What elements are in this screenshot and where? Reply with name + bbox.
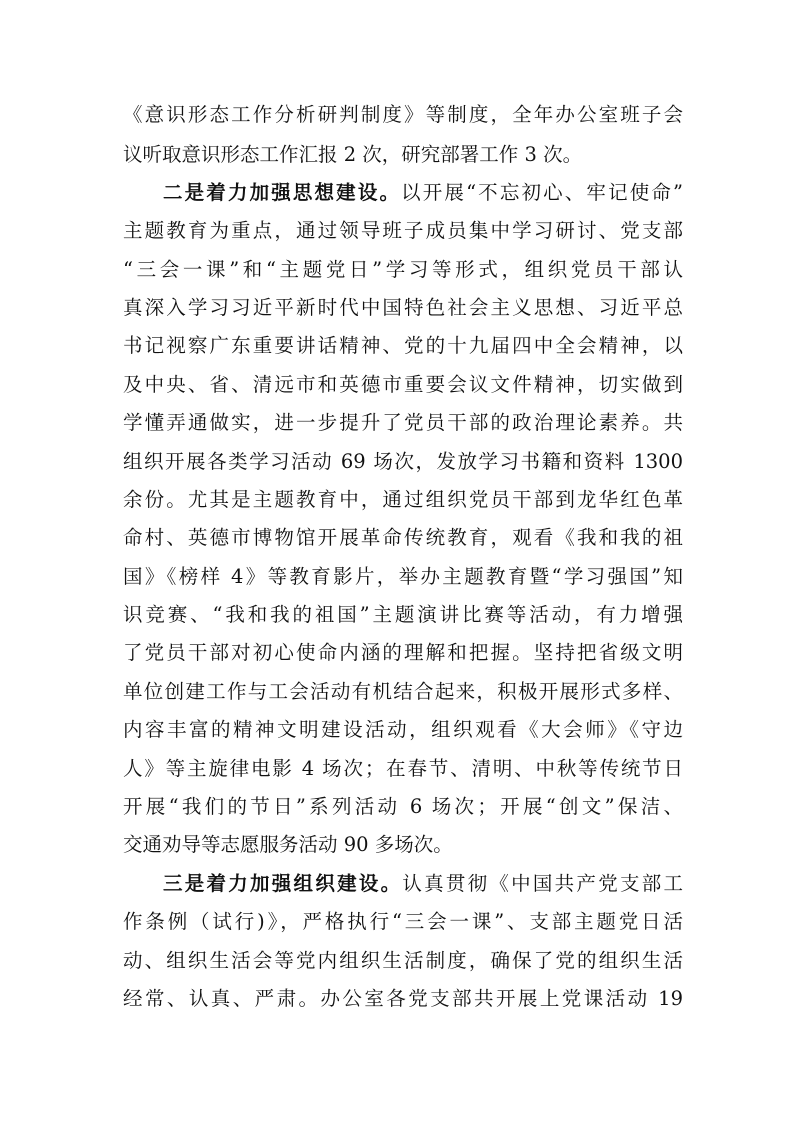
text-span: 认真贯彻《中国共产党支部工 [402,872,683,895]
text-line: 《意识形态工作分析研判制度》等制度，全年办公室班子会 [123,103,683,126]
text-line: 识竞赛、“我和我的祖国”主题演讲比赛等活动，有力增强 [123,603,683,626]
text-line: 单位创建工作与工会活动有机结合起来，积极开展形式多样、 [123,680,683,703]
text-line: 书记视察广东重要讲话精神、党的十九届四中全会精神，以 [123,334,683,357]
text-line: 余份。尤其是主题教育中，通过组织党员干部到龙华红色革 [123,488,683,511]
text-line: 作条例（试行)》，严格执行“三会一课”、支部主题党日活 [123,910,683,933]
text-span: 以开展“不忘初心、牢记使命” [401,181,683,204]
text-line: 内容丰富的精神文明建设活动，组织观看《大会师》《守边 [123,718,683,741]
text-line: 组织开展各类学习活动 69 场次，发放学习书籍和资料 1300 [123,450,683,473]
text-line: 议听取意识形态工作汇报 2 次，研究部署工作 3 次。 [123,143,583,166]
paragraph-lead: 三是着力加强组织建设。 [163,872,403,895]
text-line: 及中央、省、清远市和英德市重要会议文件精神，切实做到 [123,373,683,396]
text-line: 交通劝导等志愿服务活动 90 多场次。 [123,833,453,856]
text-line: 学懂弄通做实，进一步提升了党员干部的政治理论素养。共 [123,411,683,434]
text-line: 了党员干部对初心使命内涵的理解和把握。坚持把省级文明 [123,641,683,664]
text-line: 人》等主旋律电影 4 场次；在春节、清明、中秋等传统节日 [123,757,683,780]
text-line: 经常、认真、严肃。办公室各党支部共开展上党课活动 19 [123,987,683,1010]
text-line: 动、组织生活会等党内组织生活制度，确保了党的组织生活 [123,949,683,972]
text-line: 真深入学习习近平新时代中国特色社会主义思想、习近平总 [123,296,683,319]
paragraph-heading-line [163,181,683,205]
text-line: “三会一课”和“主题党日”学习等形式，组织党员干部认 [123,258,683,281]
paragraph-heading-line [163,872,683,896]
paragraph-lead: 二是着力加强思想建设。 [163,181,402,204]
text-line: 开展“我们的节日”系列活动 6 场次；开展“创文”保洁、 [123,795,683,818]
text-line: 国》《榜样 4》等教育影片，举办主题教育暨“学习强国”知 [123,565,683,588]
text-line: 命村、英德市博物馆开展革命传统教育，观看《我和我的祖 [123,526,683,549]
text-line: 主题教育为重点，通过领导班子成员集中学习研讨、党支部 [123,219,683,242]
